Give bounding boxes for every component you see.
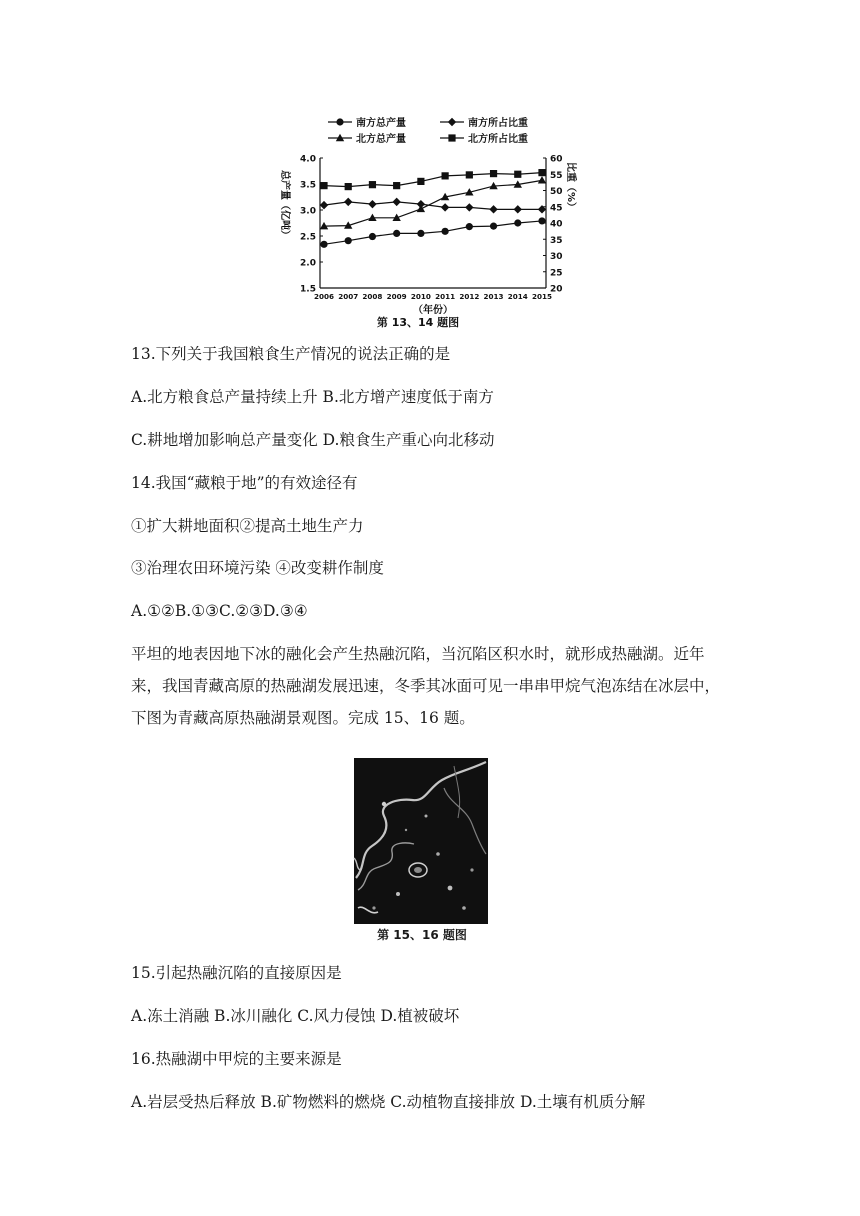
- right-tick-label: 40: [550, 219, 563, 230]
- series-1-point: [442, 228, 449, 235]
- left-tick-label: 1.5: [300, 284, 316, 295]
- q14-items-2: ③治理农田环境污染 ④改变耕作制度: [131, 559, 384, 577]
- left-axis-title: 总产量（亿吨）: [279, 170, 290, 240]
- right-tick-label: 25: [550, 268, 563, 279]
- q14-options: A.①②B.①③C.②③D.③④: [131, 602, 308, 620]
- series-4-point: [345, 183, 352, 190]
- right-tick-label: 35: [550, 235, 563, 246]
- legend-label: 北方所占比重: [468, 134, 528, 145]
- series-3-point: [441, 203, 449, 211]
- q15-options: A.冻土消融 B.冰川融化 C.风力侵蚀 D.植被破坏: [131, 1007, 460, 1025]
- q13-stem: 13.下列关于我国粮食生产情况的说法正确的是: [131, 345, 451, 363]
- passage-text: 平坦的地表因地下冰的融化会产生热融沉陷，当沉陷区积水时，就形成热融湖。近年来，我国青藏高原的热融湖发展迅速，冬季其冰面可见一串串甲烷气泡冻结在冰层中，下图为青藏高原热融湖景观图。完成 15、16 题。: [131, 645, 721, 727]
- left-tick-label: 2.5: [300, 232, 316, 243]
- series-1-point: [538, 217, 545, 224]
- series-4-point: [538, 169, 545, 176]
- series-4-point: [320, 182, 327, 189]
- x-tick-label: 2010: [410, 292, 431, 301]
- left-tick-label: 2.0: [300, 258, 316, 269]
- series-1-point: [417, 230, 424, 237]
- grain-production-chart: [268, 110, 576, 329]
- series-4-point: [490, 170, 497, 177]
- x-tick-label: 2008: [362, 292, 383, 301]
- q13-options-cd: C.耕地增加影响总产量变化 D.粮食生产重心向北移动: [131, 431, 495, 449]
- series-4-point: [514, 171, 521, 178]
- legend-label: 南方所占比重: [468, 118, 528, 129]
- x-tick-label: 2006: [313, 292, 335, 301]
- right-tick-label: 55: [550, 170, 563, 181]
- thermokarst-lake-photo: [354, 758, 488, 924]
- series-3-point: [344, 198, 352, 206]
- series-1-point: [490, 223, 497, 230]
- lake-photo-art: [354, 758, 488, 924]
- fig1-caption: 第 13、14 题图: [376, 316, 460, 329]
- chart-svg: [268, 110, 576, 329]
- legend-label: 北方总产量: [356, 134, 406, 145]
- left-tick-label: 3.5: [300, 180, 316, 191]
- series-4-point: [417, 178, 424, 185]
- x-tick-label: 2012: [459, 292, 480, 301]
- series-1-point: [466, 223, 473, 230]
- legend-marker: [448, 134, 455, 141]
- right-tick-label: 20: [550, 284, 563, 295]
- series-3-point: [465, 203, 473, 211]
- fig2-caption: 第 15、16 题图: [377, 928, 467, 942]
- q16-stem: 16.热融湖中甲烷的主要来源是: [131, 1050, 342, 1068]
- q16-options: A.岩层受热后释放 B.矿物燃料的燃烧 C.动植物直接排放 D.土壤有机质分解: [131, 1093, 646, 1111]
- series-4-point: [393, 182, 400, 189]
- legend-label: 南方总产量: [356, 118, 406, 129]
- x-tick-label: 2007: [338, 292, 359, 301]
- series-4-point: [442, 172, 449, 179]
- x-tick-label: 2011: [435, 292, 456, 301]
- x-tick-label: 2015: [531, 292, 553, 301]
- series-3-point: [514, 205, 522, 213]
- legend-marker: [336, 118, 343, 125]
- x-tick-label: 2014: [507, 292, 528, 301]
- series-1-point: [514, 219, 521, 226]
- q14-stem: 14.我国“藏粮于地”的有效途径有: [131, 474, 358, 492]
- q13-options-ab: A.北方粮食总产量持续上升 B.北方增产速度低于南方: [131, 388, 494, 406]
- series-1-point: [320, 241, 327, 248]
- q15-stem: 15.引起热融沉陷的直接原因是: [131, 964, 342, 982]
- series-1-point: [393, 230, 400, 237]
- series-3-point: [392, 198, 400, 206]
- right-tick-label: 50: [550, 187, 563, 197]
- left-tick-label: 3.0: [300, 206, 316, 217]
- series-1-point: [369, 233, 376, 240]
- right-axis-title: 比重（%）: [565, 161, 576, 213]
- right-tick-label: 45: [550, 203, 563, 214]
- series-3-point: [368, 200, 376, 208]
- series-line-1: [324, 221, 542, 244]
- left-tick-label: 4.0: [300, 154, 316, 165]
- series-1-point: [345, 237, 352, 244]
- series-3-point: [489, 205, 497, 213]
- right-tick-label: 60: [550, 154, 563, 165]
- q14-items-1: ①扩大耕地面积②提高土地生产力: [131, 517, 364, 535]
- series-4-point: [369, 181, 376, 188]
- right-tick-label: 30: [550, 252, 563, 262]
- x-tick-label: 2009: [386, 292, 407, 301]
- legend-marker: [448, 118, 456, 126]
- series-2-point: [538, 176, 546, 183]
- x-axis-title: （年份）: [413, 305, 453, 316]
- x-tick-label: 2013: [483, 292, 504, 301]
- series-3-point: [320, 201, 328, 209]
- series-4-point: [466, 171, 473, 178]
